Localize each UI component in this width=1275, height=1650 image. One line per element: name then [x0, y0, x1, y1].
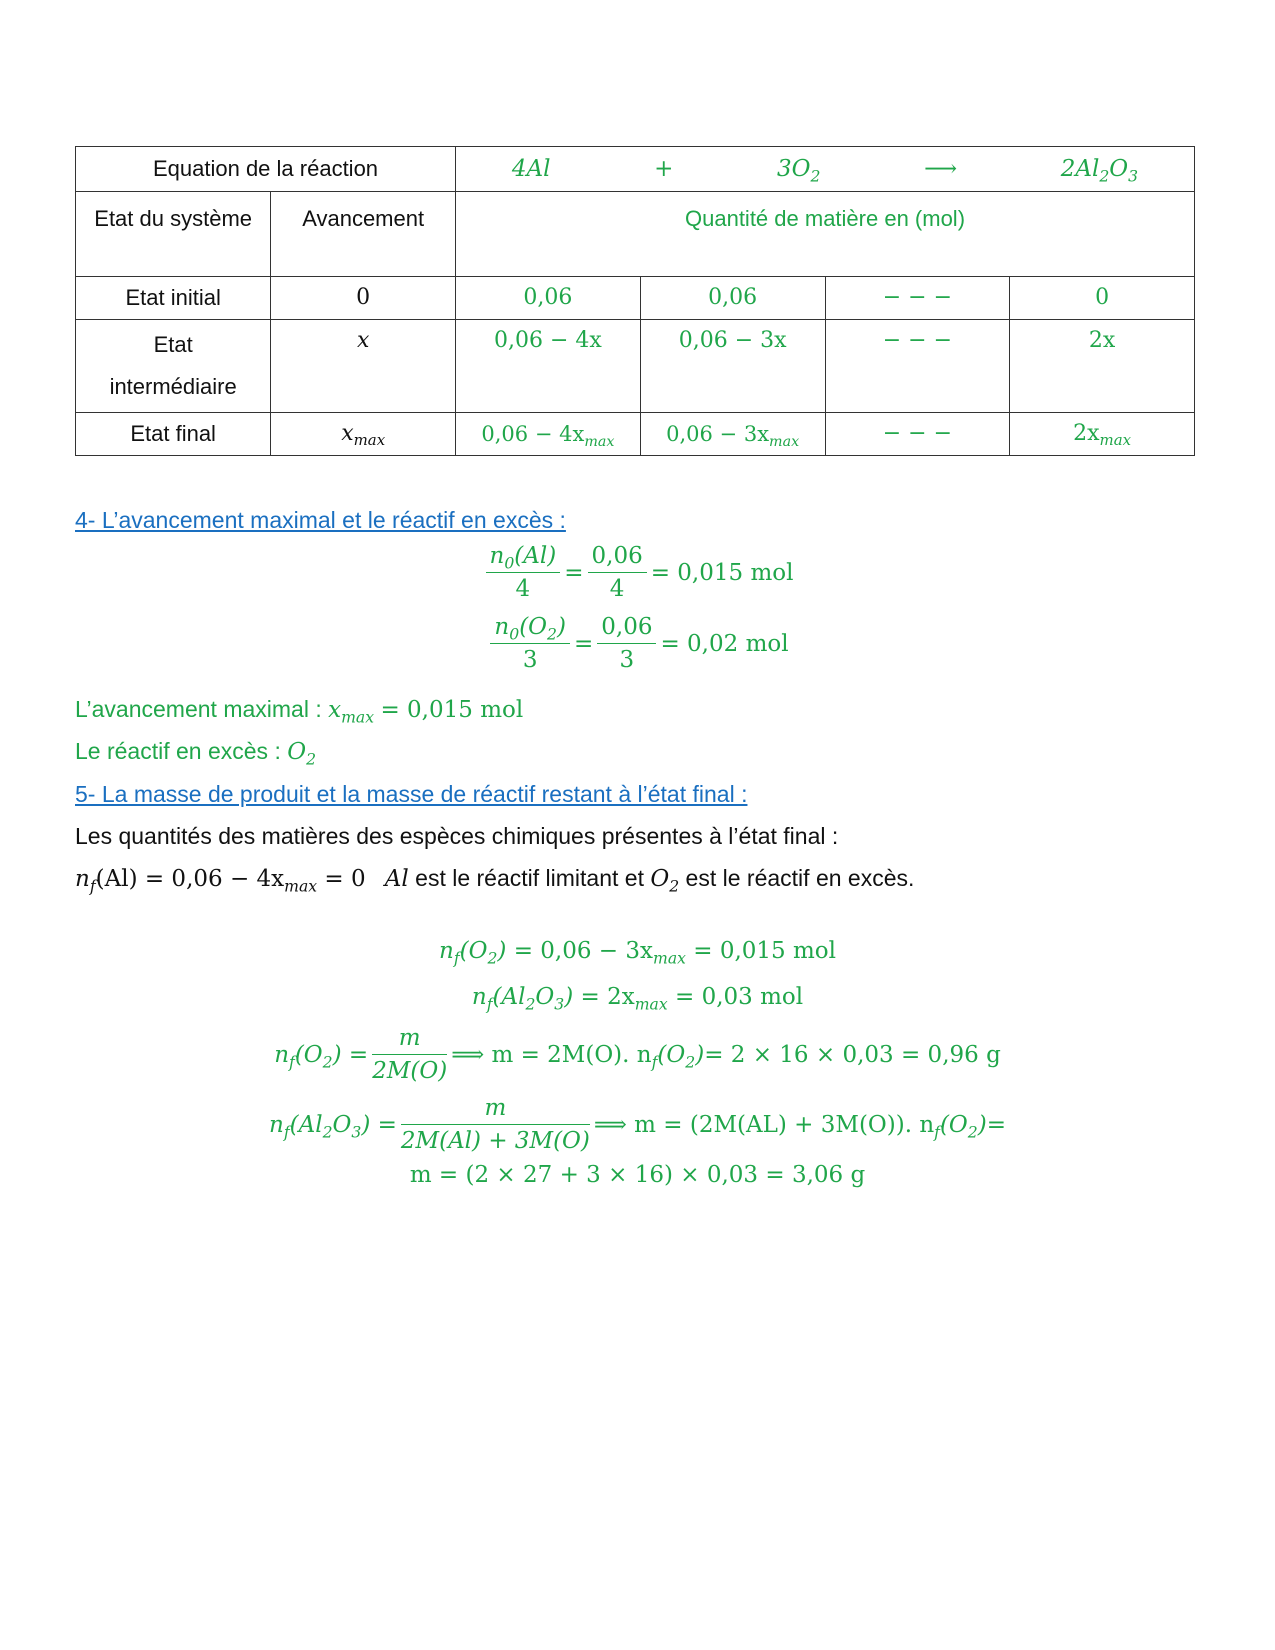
equation-label: Equation de la réaction	[76, 147, 456, 192]
header-row	[76, 192, 1195, 277]
row-qty-al: $0,06 - 4x_{max}$	[456, 413, 641, 456]
section-5-heading: 5- La masse de produit et la masse de réactif restant à l’état final :	[75, 781, 748, 807]
row-qty-placeholder: − − −	[825, 413, 1010, 456]
product-al2o3: $2Al_2O_3$	[1060, 156, 1139, 186]
row-state: Etat final	[76, 413, 271, 456]
row-qty-al2o3: $2x_{max}$	[1010, 413, 1195, 456]
reactant-o2: $3O_2$	[777, 156, 821, 186]
table-row	[76, 413, 1195, 456]
section-4-heading: 4- L’avancement maximal et le réactif en excès :	[75, 507, 566, 533]
plus-sign: +	[654, 156, 674, 182]
section-5-intro: Les quantités des matières des espèces chimiques présentes à l’état final :	[75, 823, 839, 849]
reactant-al: 4Al	[511, 156, 551, 182]
limiting-reagent-line: $n_f(Al) = 0,06 - 4x_{max} = 0$ Al est le réactif limitant et $O_2$ est le réactif en excès.	[75, 865, 915, 896]
row-qty-al: 0,06	[456, 277, 641, 320]
header-state: Etat du système	[76, 192, 271, 277]
row-qty-o2: 0,06 − 3x	[640, 320, 825, 413]
equation-nf-o2: $n_f(O_2)$ = $0,06 - 3x_{max} = 0,015$ mol	[438, 938, 837, 968]
excess-line: Le réactif en excès : $O_2$	[75, 738, 317, 769]
equation-nf-al2o3: $n_f(Al_2O_3)$ = $2x_{max} = 0,03$ mol	[471, 984, 804, 1014]
row-advance: 0	[271, 277, 456, 320]
table-row	[76, 277, 1195, 320]
equation-mass-o2: $n_f(O_2)$ = $\frac{m}{2M(O)}$ ⟹ m = 2M(O). n $_f(O_2)$ = 2 × 16 × 0,03 = 0,96 g	[0, 1022, 1275, 1087]
header-advance: Avancement	[271, 192, 456, 277]
row-state: Etat intermédiaire	[76, 320, 271, 413]
row-qty-placeholder: − − −	[825, 320, 1010, 413]
row-qty-al: 0,06 − 4x	[456, 320, 641, 413]
table-row	[76, 320, 1195, 413]
equation-n0-o2: $\frac{n_0(O_2)}{3}$ = $\frac{0,06}{3}$ = 0,02 mol	[0, 611, 1275, 676]
row-qty-al2o3: 2x	[1010, 320, 1195, 413]
row-qty-o2: 0,06	[640, 277, 825, 320]
reaction-arrow: ⟶	[924, 156, 958, 182]
header-quantity: Quantité de matière en (mol)	[456, 192, 1195, 277]
row-state: Etat initial	[76, 277, 271, 320]
equation-final-mass: m = (2 × 27 + 3 × 16) × 0,03 = 3,06 g	[409, 1162, 866, 1188]
xmax-line: L’avancement maximal : $x_{max} = 0,015$ mol	[75, 696, 524, 727]
reaction-equation	[456, 147, 1195, 192]
row-advance: x	[271, 320, 456, 413]
row-advance: $x_{max}$	[271, 413, 456, 456]
row-qty-placeholder: − − −	[825, 277, 1010, 320]
equation-row	[76, 147, 1195, 192]
equation-mass-al2o3: $n_f(Al_2O_3)$ = $\frac{m}{2M(Al) + 3M(O)}$ ⟹ m = (2M(AL) + 3M(O)). n $_f(O_2)$ =	[0, 1092, 1275, 1157]
advancement-table	[75, 146, 1195, 456]
row-qty-o2: $0,06 - 3x_{max}$	[640, 413, 825, 456]
equation-n0-al: $\frac{n_0(Al)}{4}$ = $\frac{0,06}{4}$ = 0,015 mol	[0, 540, 1275, 605]
row-qty-al2o3: 0	[1010, 277, 1195, 320]
